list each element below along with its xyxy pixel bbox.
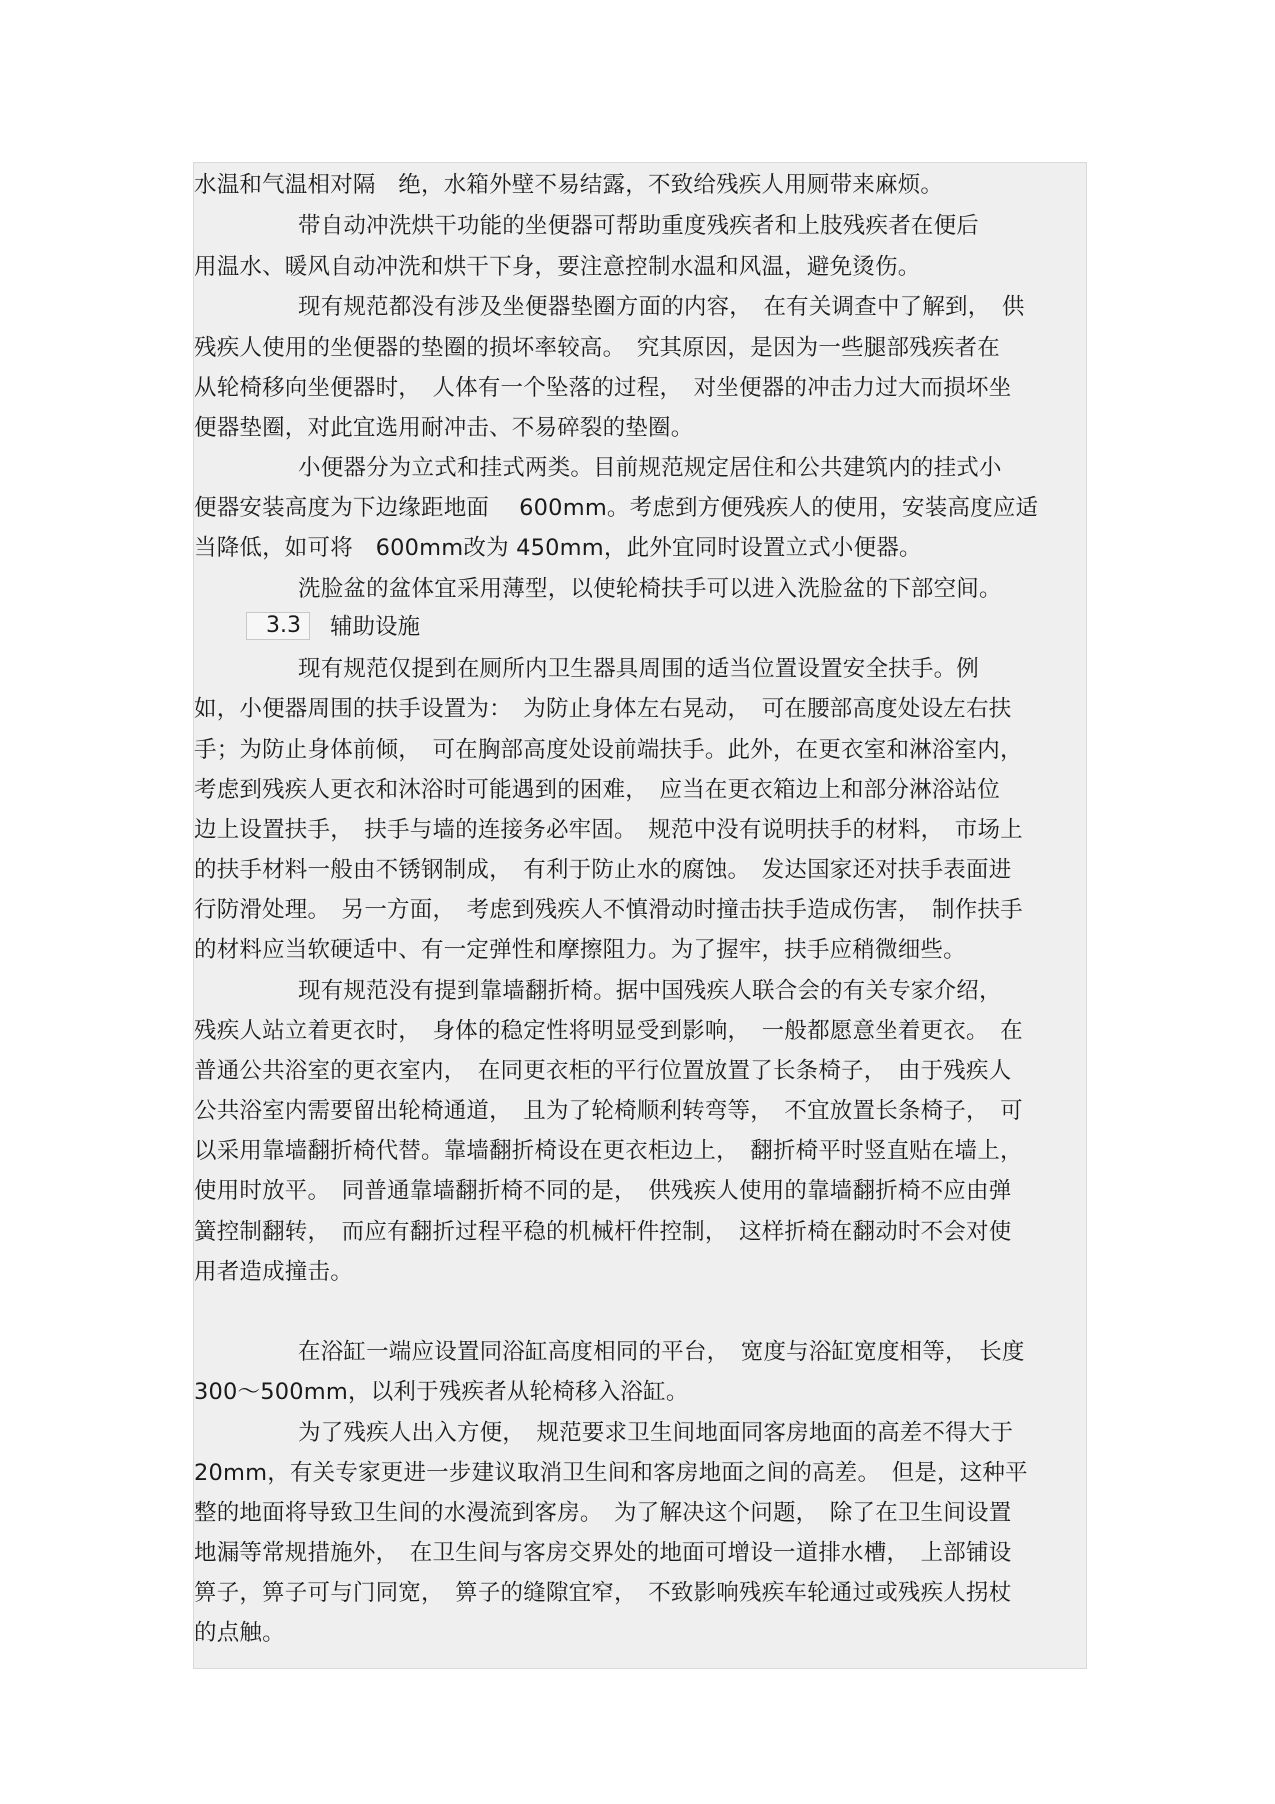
section-number: 3.3	[246, 612, 310, 640]
text-line: 如，小便器周围的扶手设置为： 为防止身体左右晃动， 可在腰部高度处设左右扶	[194, 696, 1012, 722]
text-line: 考虑到残疾人更衣和沐浴时可能遇到的困难， 应当在更衣箱边上和部分淋浴站位	[194, 777, 1000, 803]
text-line: 用者造成撞击。	[194, 1259, 353, 1285]
text-line: 普通公共浴室的更衣室内， 在同更衣柜的平行位置放置了长条椅子， 由于残疾人	[194, 1058, 1012, 1084]
text-line: 水温和气温相对隔 绝，水箱外壁不易结露，不致给残疾人用厕带来麻烦。	[194, 172, 944, 198]
text-line: 箅子，箅子可与门同宽， 箅子的缝隙宜窄， 不致影响残疾车轮通过或残疾人拐杖	[194, 1580, 1012, 1606]
text-line: 的扶手材料一般由不锈钢制成， 有利于防止水的腐蚀。 发达国家还对扶手表面进	[194, 857, 1012, 883]
text-line: 20mm，有关专家更进一步建议取消卫生间和客房地面之间的高差。 但是，这种平	[194, 1460, 1028, 1486]
text-line: 现有规范没有提到靠墙翻折椅。据中国残疾人联合会的有关专家介绍，	[298, 978, 1002, 1004]
text-line: 在浴缸一端应设置同浴缸高度相同的平台， 宽度与浴缸宽度相等， 长度	[298, 1339, 1025, 1365]
text-line: 用温水、暖风自动冲洗和烘干下身，要注意控制水温和风温，避免烫伤。	[194, 254, 921, 280]
text-line: 残疾人站立着更衣时， 身体的稳定性将明显受到影响， 一般都愿意坐着更衣。 在	[194, 1018, 1023, 1044]
section-title: 辅助设施	[330, 614, 421, 640]
text-line: 公共浴室内需要留出轮椅通道， 且为了轮椅顺利转弯等， 不宜放置长条椅子， 可	[194, 1098, 1023, 1124]
text-line: 为了残疾人出入方便， 规范要求卫生间地面同客房地面的高差不得大于	[298, 1420, 1014, 1446]
text-line: 行防滑处理。 另一方面， 考虑到残疾人不慎滑动时撞击扶手造成伤害， 制作扶手	[194, 897, 1023, 923]
text-line: 现有规范都没有涉及坐便器垫圈方面的内容， 在有关调查中了解到， 供	[298, 294, 1025, 320]
text-line: 300～500mm，以利于残疾者从轮椅移入浴缸。	[194, 1379, 689, 1405]
text-line: 便器垫圈，对此宜选用耐冲击、不易碎裂的垫圈。	[194, 415, 694, 441]
text-line: 小便器分为立式和挂式两类。目前规范规定居住和公共建筑内的挂式小	[298, 455, 1002, 481]
text-line: 的材料应当软硬适中、有一定弹性和摩擦阻力。为了握牢，扶手应稍微细些。	[194, 937, 966, 963]
text-line: 当降低，如可将 600mm改为 450mm，此外宜同时设置立式小便器。	[194, 535, 922, 561]
text-line: 现有规范仅提到在厕所内卫生器具周围的适当位置设置安全扶手。例	[298, 656, 980, 682]
text-line: 从轮椅移向坐便器时， 人体有一个坠落的过程， 对坐便器的冲击力过大而损坏坐	[194, 375, 1012, 401]
text-line: 整的地面将导致卫生间的水漫流到客房。 为了解决这个问题， 除了在卫生间设置	[194, 1500, 1012, 1526]
text-line: 带自动冲洗烘干功能的坐便器可帮助重度残疾者和上肢残疾者在便后	[298, 213, 980, 239]
text-line: 使用时放平。 同普通靠墙翻折椅不同的是， 供残疾人使用的靠墙翻折椅不应由弹	[194, 1178, 1012, 1204]
text-line: 地漏等常规措施外， 在卫生间与客房交界处的地面可增设一道排水槽， 上部铺设	[194, 1540, 1012, 1566]
text-line: 手；为防止身体前倾， 可在胸部高度处设前端扶手。此外，在更衣室和淋浴室内，	[194, 737, 1023, 763]
text-line: 边上设置扶手， 扶手与墙的连接务必牢固。 规范中没有说明扶手的材料， 市场上	[194, 817, 1023, 843]
text-line: 残疾人使用的坐便器的垫圈的损坏率较高。 究其原因，是因为一些腿部残疾者在	[194, 335, 1000, 361]
text-line: 簧控制翻转， 而应有翻折过程平稳的机械杆件控制， 这样折椅在翻动时不会对使	[194, 1219, 1012, 1245]
text-line: 以采用靠墙翻折椅代替。靠墙翻折椅设在更衣柜边上， 翻折椅平时竖直贴在墙上，	[194, 1138, 1023, 1164]
text-line: 的点触。	[194, 1620, 285, 1646]
text-line: 洗脸盆的盆体宜采用薄型，以使轮椅扶手可以进入洗脸盆的下部空间。	[298, 576, 1002, 602]
text-line: 便器安装高度为下边缘距地面 600mm。考虑到方便残疾人的使用，安装高度应适	[194, 495, 1039, 521]
